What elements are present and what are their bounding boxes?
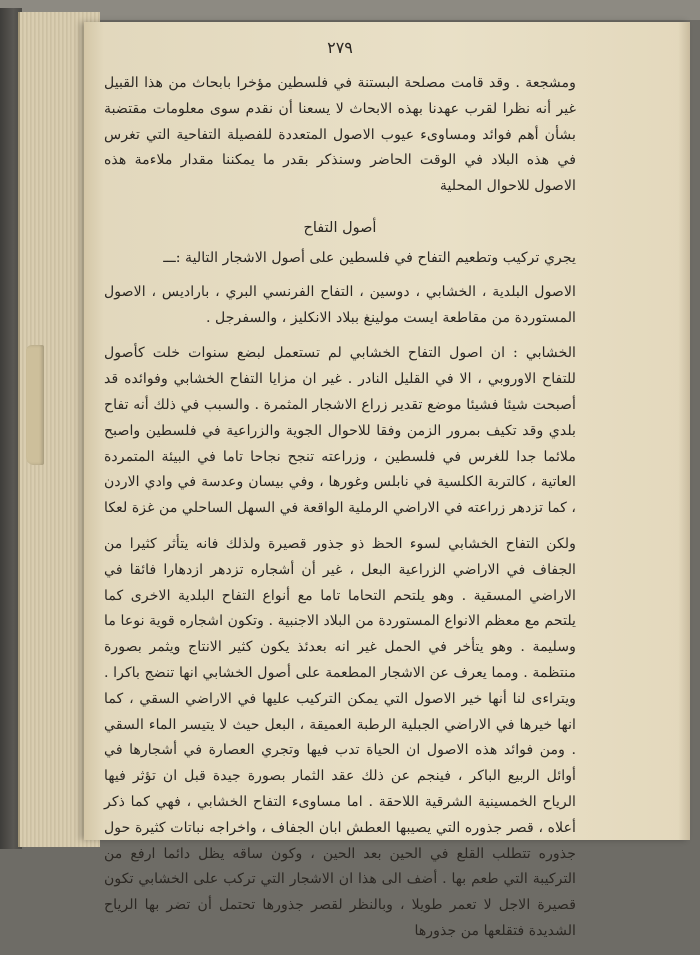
torn-page-edge: [26, 345, 44, 465]
khashabi-paragraph: الخشابي : ان اصول التفاح الخشابي لم تستعمل لبضع سنوات خلت كأصول للتفاح الاوروبي ، الا في القليل النادر . غير ان مزايا التفاح الخشابي وفوائده قد أصبحت شيئا فشيئا موضع تقدير زراع الاشجار المثمرة . والسبب في ذلك أنه تفاح بلدي وقد تكيف بمرور الزمن وفقا للاحوال الجوية والزراعية في فلسطين واصبح ملائما جدا للغرس في فلسطين ، وزراعته تنجح نجاحا تاما في البيئة المتمردة العاتية ، كالتربة الكلسية في نابلس وغورها ، وفي بيسان وعدسة في وادي الاردن ، كما تزدهر زراعته في الاراضي الرملية الواقعة في السهل الساحلي من غزة لعكا: [104, 345, 576, 517]
section-heading: أصول التفاح: [303, 219, 377, 236]
lead-sentence: يجري تركيب وتطعيم التفاح في فلسطين على أصول الاشجار التالية :ـــ: [163, 249, 576, 266]
page-number: ٢٧٩: [327, 38, 353, 57]
rootstock-list: الاصول البلدية ، الخشابي ، دوسين ، التفاح الفرنسي البري ، باراديس ، الاصول المستوردة من مقاطعة ايست مولينغ ببلاد الانكليز ، والسفرجل .: [104, 283, 576, 326]
intro-paragraph: ومشجعة . وقد قامت مصلحة البستنة في فلسطين مؤخرا بابحاث من هذا القبيل غير أنه نظرا لقرب عهدنا بهذه الابحاث لا يسعنا أن نقدم سوى معلومات مقتضبة بشأن أهم فوائد ومساوىء عيوب الاصول المتعددة للفصيلة التفاحية التي تغرس في هذه البلاد في الوقت الحاضر وسنذكر بقدر ما يمكننا مقدار ملاءمة هذه الاصول للاحوال المحلية: [104, 75, 576, 195]
page-text: [104, 38, 576, 955]
background-surface: [0, 0, 700, 20]
page-shading: [678, 22, 690, 840]
second-paragraph: ولكن التفاح الخشابي لسوء الحظ ذو جذور قصيرة ولذلك فانه يتأثر كثيرا من الجفاف في الاراضي الزراعية البعل ، غير أن أشجاره تزدهر ازدهارا فائقا في الاراضي المسقية . وهو يلتحم التحاما تاما مع أنواع التفاح البلدية الاخرى كما يلتحم مع معظم الانواع المستوردة من البلاد الاجنبية . وتكون اشجاره قوية نوعا ما وسليمة . وهو يتأخر في الحمل غير انه بعدئذ يكون كثير الانتاج ويثمر بصورة منتظمة . ومما يعرف عن الاشجار المطعمة على أصول الخشابي انها تنضج باكرا . ويتراءى لنا أنها خير الاصول التي يمكن التركيب عليها في الاراضي السقي ، كما انها خيرها في الاراضي الجبلية الرطبة العميقة ، البعل حيث لا يتيسر الماء السقي . ومن فوائد هذه الاصول ان الحياة تدب فيها وتجري العصارة في أشجارها في أوائل الربيع الباكر ، فينجم عن ذلك عقد الثمار بصورة جيدة قبل ان تؤثر فيها الرياح الخمسينية الشرقية اللاحقة . اما مساوىء التفاح الخشابي ، فهي كما ذكر أعلاه ، قصر جذوره التي يصيبها العطش ابان الجفاف ، واخراجه نباتات كثيرة حول جذوره تتطلب القلع في الحين بعد الحين ، وكون ساقه يظل دائما ارفع من التركيبة التي طعم بها . أضف الى هذا ان الاشجار التي تركب على الخشابي تكون قصيرة الاجل لا تعمر طويلا ، وبالنظر لقصر جذورها تحتمل أن تضر بها الرياح الشديدة فتقلعها من جذورها: [104, 535, 576, 939]
